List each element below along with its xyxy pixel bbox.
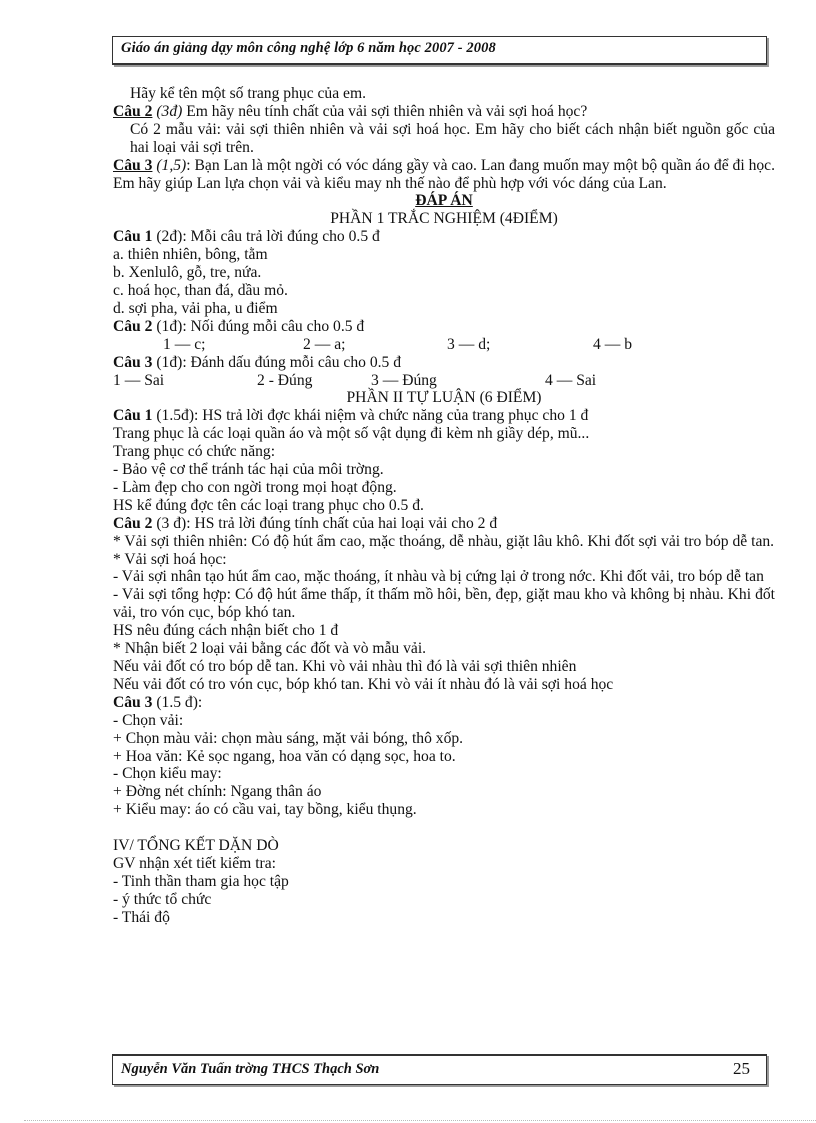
part1-title: PHẦN 1 TRẮC NGHIỆM (4ĐIỂM): [330, 210, 558, 228]
page-number: 25: [733, 1059, 750, 1078]
c1-item: a. thiên nhiên, bông, tằm: [113, 246, 268, 264]
c3-pair: 4 — Sai: [545, 371, 597, 389]
q2-text: Em hãy nêu tính chất của vải sợi thiên nhiên và vải sợi hoá học?: [186, 102, 588, 120]
q2-label: Câu 2: [113, 102, 153, 120]
q3-text: : Bạn Lan là một ngời có vóc dáng gầy và cao. Lan đang muốn may một bộ quần áo để đi học. Em hãy giúp Lan lựa chọn vải và kiểu may nh thế nào để phù hợp với vóc dáng của Lan.: [113, 156, 775, 192]
p2-c1-text: HS kể đúng đợc tên các loại trang phục cho 0.5 đ.: [113, 496, 424, 514]
c2-points: (1đ): Nối đúng mỗi câu cho 0.5 đ: [152, 317, 365, 335]
c2-pair: 4 — b: [593, 335, 632, 353]
p2-c2-text: Nếu vải đốt có tro vón cục, bóp khó tan. Khi vò vải ít nhàu đó là vải sợi hoá học: [113, 675, 614, 693]
summary-line: - Thái độ: [113, 908, 170, 926]
p2-c2-text: - Vải sợi nhân tạo hút ẩm cao, mặc thoáng, ít nhàu và bị cứng lại ở trong nớc. Khi đốt vải, tro bóp dễ tan: [113, 568, 764, 586]
spacer: [113, 819, 775, 837]
q3-label: Câu 3: [113, 156, 153, 174]
p2-c3-text: - Chọn kiểu may:: [113, 765, 222, 783]
header-title: Giáo án giảng dạy môn công nghệ lớp 6 năm học 2007 - 2008: [121, 40, 496, 56]
c2-pairs: [113, 336, 775, 354]
q2-line: [113, 103, 775, 121]
p2-c3-text: + Đờng nét chính: Ngang thân áo: [113, 783, 322, 801]
page-header: [112, 36, 767, 65]
p2-c2-points: (3 đ): HS trả lời đúng tính chất của hai loại vải cho 2 đ: [152, 514, 498, 532]
p2-c3-text: + Hoa văn: Kẻ sọc ngang, hoa văn có dạng sọc, hoa to.: [113, 747, 456, 765]
p2-c1-points: (1.5đ): HS trả lời đợc khái niệm và chức năng của trang phục cho 1 đ: [152, 407, 589, 425]
p2-c3-points: (1.5 đ):: [152, 693, 203, 711]
c1-item: b. Xenlulô, gỗ, tre, nứa.: [113, 264, 262, 282]
p2-c1-text: Trang phục là các loại quần áo và một số vật dụng đi kèm nh giầy dép, mũ...: [113, 425, 590, 443]
q2-text2: Có 2 mẫu vải: vải sợi thiên nhiên và vải sợi hoá học. Em hãy cho biết cách nhận biết nguồn gốc của hai loại vải sợi trên.: [130, 120, 775, 156]
p2-c2-text: * Vải sợi hoá học:: [113, 550, 227, 568]
p2-c2-text: HS nêu đúng cách nhận biết cho 1 đ: [113, 622, 339, 640]
c3-pairs: [113, 372, 775, 390]
c1-item: c. hoá học, than đá, dầu mỏ.: [113, 281, 288, 299]
p2-c2-text: * Nhận biết 2 loại vải bằng các đốt và vò mẫu vải.: [113, 640, 427, 658]
p2-c1-text: Trang phục có chức năng:: [113, 443, 276, 461]
q1-tail: Hãy kể tên một số trang phục của em.: [130, 85, 367, 102]
p2-c1-label: Câu 1: [113, 407, 153, 425]
summary-line: GV nhận xét tiết kiểm tra:: [113, 855, 276, 873]
c3-pair: 3 — Đúng: [371, 371, 437, 389]
summary-line: - ý thức tổ chức: [113, 890, 212, 908]
p2-c2-text: * Vải sợi thiên nhiên: Có độ hút ẩm cao, mặc thoáng, dễ nhàu, giặt lâu khô. Khi đốt sợi vải tro bóp dễ tan.: [113, 532, 775, 550]
p2-c2-text: - Vải sợi tổng hợp: Có độ hút ẩme thấp, ít thấm mồ hôi, bền, đẹp, giặt mau kho và không bị nhàu. Khi đốt vải, tro vón cục, bóp khó tan.: [113, 586, 775, 622]
answers-title: ĐÁP ÁN: [415, 192, 473, 210]
q3-line: [113, 157, 775, 193]
p2-c3-line: [113, 694, 775, 712]
c2-label: Câu 2: [113, 317, 153, 335]
summary-title: IV/ TỔNG KẾT DẶN DÒ: [113, 837, 279, 855]
c1-item: d. sợi pha, vải pha, u điểm: [113, 299, 278, 317]
c3-points: (1đ): Đánh dấu đúng mỗi câu cho 0.5 đ: [152, 353, 402, 371]
c1-label: Câu 1: [113, 228, 153, 246]
page-footer: [112, 1054, 767, 1085]
c2-pair: 2 — a;: [303, 335, 346, 353]
c3-label: Câu 3: [113, 353, 153, 371]
footer-author: Nguyễn Văn Tuấn trờng THCS Thạch Sơn: [121, 1061, 380, 1077]
c1-points: (2đ): Mỗi câu trả lời đúng cho 0.5 đ: [152, 228, 380, 246]
p2-c2-text: Nếu vải đốt có tro bóp dễ tan. Khi vò vải nhàu thì đó là vải sợi thiên nhiên: [113, 658, 577, 675]
p2-c1-line: [113, 407, 775, 425]
c2-line: [113, 318, 775, 336]
page-body: [113, 85, 775, 927]
p2-c2-label: Câu 2: [113, 514, 153, 532]
bottom-dotted-divider: [24, 1120, 816, 1121]
part2-title: PHẦN II TỰ LUẬN (6 ĐIỂM): [346, 389, 542, 407]
q3-points: (1,5): [156, 156, 187, 174]
p2-c3-text: - Chọn vải:: [113, 711, 184, 729]
summary-line: - Tinh thần tham gia học tập: [113, 872, 289, 890]
q2-points: (3đ): [156, 102, 183, 120]
c3-line: [113, 354, 775, 372]
p2-c2-line: [113, 515, 775, 533]
c3-pair: 1 — Sai: [113, 371, 165, 389]
p2-c3-label: Câu 3: [113, 693, 153, 711]
c2-pair: 1 — c;: [163, 335, 206, 353]
c3-pair: 2 - Đúng: [257, 371, 313, 389]
p2-c1-text: - Bảo vệ cơ thể tránh tác hại của môi trờng.: [113, 461, 384, 479]
p2-c1-text: - Làm đẹp cho con ngời trong mọi hoạt động.: [113, 478, 397, 496]
p2-c3-text: + Chọn màu vải: chọn màu sáng, mặt vải bóng, thô xốp.: [113, 729, 464, 747]
c2-pair: 3 — d;: [447, 335, 491, 353]
c1-line: [113, 228, 775, 246]
p2-c3-text: + Kiểu may: áo có cầu vai, tay bồng, kiểu thụng.: [113, 801, 417, 819]
